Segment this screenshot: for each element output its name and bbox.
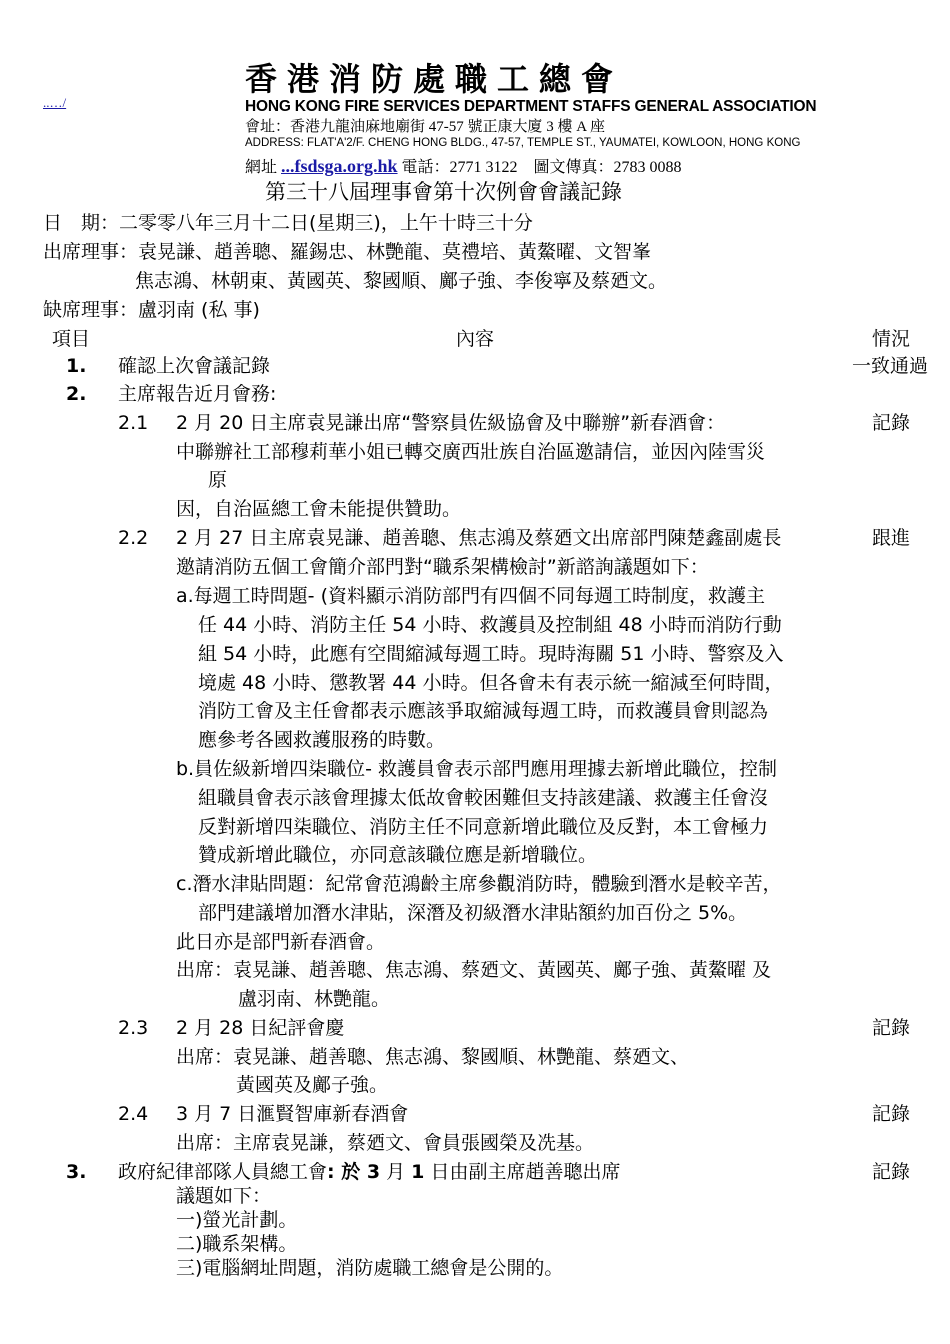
subitem-2-3-status: 記錄 — [872, 1017, 911, 1039]
attendees-line-1: 出席理事：袁晃謙、趙善聰、羅錫忠、林艷龍、莫禮培、黃鰲曜、文智峯 — [43, 241, 652, 263]
point-b-line: b.員佐級新增四柒職位- 救護員會表示部門應用理據去新增此職位，控制 — [176, 758, 777, 780]
association-title-en: HONG KONG FIRE SERVICES DEPARTMENT STAFFS GENERAL ASSOCIATION — [245, 98, 817, 115]
subitem-2-1-status: 記錄 — [872, 412, 911, 434]
point-a-line: 組 54 小時，此應有空間縮減每週工時。現時海關 51 小時、警察及入 — [198, 643, 784, 665]
subitem-2-2-line: 2 月 27 日主席袁晃謙、趙善聰、焦志鴻及蔡廼文出席部門陳楚鑫副處長 — [176, 527, 782, 549]
point-a-line: 消防工會及主任會都表示應該爭取縮減每週工時，而救護員會則認為 — [198, 700, 769, 722]
item-3-agenda-item: 三)電腦網址問題，消防處職工總會是公開的。 — [176, 1257, 564, 1279]
attendees-line-2: 焦志鴻、林朝東、黃國英、黎國順、鄺子強、李俊寧及蔡廼文。 — [135, 270, 668, 292]
item-3-text — [118, 1160, 620, 1184]
column-header-item: 項目 — [52, 328, 91, 350]
subitem-2-2-attendees: 出席：袁晃謙、趙善聰、焦志鴻、蔡廼文、黃國英、鄺子強、黃鰲曜 及 — [176, 959, 772, 981]
item-3-month-label: 月 — [380, 1161, 412, 1183]
point-a-line: 應參考各國救護服務的時數。 — [198, 729, 446, 751]
point-b-line: 組職員會表示該會理據太低故會較困難但支持該建議、救護主任會沒 — [198, 787, 769, 809]
item-3-day: 1 — [411, 1161, 425, 1183]
column-header-status: 情況 — [872, 328, 911, 350]
point-a-line: 境處 48 小時、懲教署 44 小時。但各會未有表示統一縮減至何時間， — [198, 672, 784, 694]
column-header-content: 內容 — [456, 328, 495, 350]
subitem-2-1-line: 中聯辦社工部穆莉華小姐已轉交廣西壯族自治區邀請信，並因內陸雪災 — [176, 441, 766, 463]
subitem-2-3-attendees: 出席：袁晃謙、趙善聰、焦志鴻、黎國順、林艷龍、蔡廼文、 — [176, 1046, 690, 1068]
subitem-2-4-status: 記錄 — [872, 1103, 911, 1125]
point-b-line: 反對新增四柒職位、消防主任不同意新增此職位及反對，本工會極力 — [198, 816, 769, 838]
subitem-2-2-status: 跟進 — [872, 527, 911, 549]
item-3-org: 政府紀律部隊人員總工會 — [118, 1161, 328, 1183]
item-3-rest: 日由副主席趙善聰出席 — [424, 1161, 621, 1183]
phone-fax: 電話：2771 3122 圖文傳真：2783 0088 — [401, 159, 682, 176]
contact-line — [245, 154, 682, 180]
subitem-number: 2.1 — [118, 412, 149, 434]
address-zh: 會址：香港九龍油麻地廟街 47-57 號正康大廈 3 樓 A 座 — [245, 119, 606, 135]
subitem-2-2-line: 邀請消防五個工會簡介部門對“職系架構檢討”新諮詢議題如下： — [176, 556, 709, 578]
item-1-text: 確認上次會議記錄 — [118, 355, 271, 377]
address-en: ADDRESS: FLAT'A'2/F. CHENG HONG BLDG., 47-57, TEMPLE ST., YAUMATEI, KOWLOON, HONG KONG — [245, 137, 801, 149]
point-a-line: 任 44 小時、消防主任 54 小時、救護員及控制組 48 小時而消防行動 — [198, 614, 782, 636]
point-c-line: c.潛水津貼問題：紀常會范鴻齡主席參觀消防時，體驗到潛水是較辛苦， — [176, 873, 782, 895]
meeting-date: 日 期：二零零八年三月十二日(星期三)，上午十時三十分 — [43, 212, 533, 234]
website-link[interactable]: ...fsdsga.org.hk — [281, 156, 398, 176]
subitem-number: 2.4 — [118, 1103, 149, 1125]
absentees: 缺席理事：盧羽南 (私 事) — [43, 299, 260, 321]
website-label: 網址 — [245, 159, 278, 176]
subitem-number: 2.3 — [118, 1017, 149, 1039]
association-title-zh: 香港消防處職工總會 — [245, 60, 624, 98]
item-3-agenda-item: 二)職系架構。 — [176, 1233, 298, 1255]
subitem-2-1-line: 因，自治區總工會未能提供贊助。 — [176, 498, 462, 520]
item-3-agenda-label: 議題如下： — [176, 1185, 272, 1207]
subitem-number: 2.2 — [118, 527, 149, 549]
item-2-text: 主席報告近月會務: — [118, 383, 277, 405]
subitem-2-3-line: 2 月 28 日紀評會慶 — [176, 1017, 345, 1039]
subitem-2-4-line: 3 月 7 日滙賢智庫新春酒會 — [176, 1103, 409, 1125]
subitem-2-1-line: 原 — [208, 469, 228, 491]
item-3-month: 3 — [366, 1161, 381, 1183]
item-number: 1. — [66, 355, 87, 377]
subitem-2-1-line: 2 月 20 日主席袁晃謙出席“警察員佐級協會及中聯辦”新春酒會： — [176, 412, 726, 434]
point-b-line: 贊成新增此職位，亦同意該職位應是新增職位。 — [198, 844, 598, 866]
item-1-status: 一致通過 — [852, 355, 929, 377]
point-a-line: a.每週工時問題- (資料顯示消防部門有四個不同每週工時制度，救護主 — [176, 585, 765, 607]
back-link[interactable]: ..…/ — [43, 95, 67, 110]
item-3-status: 記錄 — [872, 1161, 911, 1183]
item-number: 3. — [66, 1161, 87, 1183]
meeting-title: 第三十八屆理事會第十次例會會議記錄 — [265, 180, 622, 204]
point-c-line: 部門建議增加潛水津貼，深潛及初級潛水津貼額約加百份之 5%。 — [198, 902, 748, 924]
item-3-colon: : 於 — [327, 1161, 367, 1183]
subitem-2-3-attendees: 黃國英及鄺子強。 — [236, 1074, 389, 1096]
item-number: 2. — [66, 383, 87, 405]
subitem-2-2-note: 此日亦是部門新春酒會。 — [176, 931, 386, 953]
subitem-2-4-attendees: 出席：主席袁晃謙，蔡廼文、會員張國榮及冼基。 — [176, 1132, 595, 1154]
subitem-2-2-attendees: 盧羽南、林艷龍。 — [238, 988, 391, 1010]
item-3-agenda-item: 一)螢光計劃。 — [176, 1209, 298, 1231]
